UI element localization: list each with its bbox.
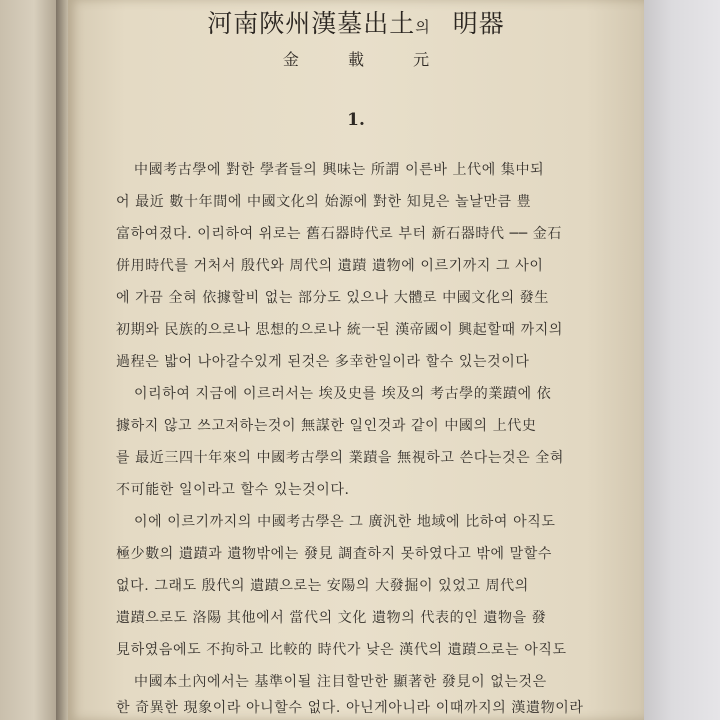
facing-page xyxy=(0,0,62,720)
text-line: 中國本土內에서는 基準이될 注目할만한 顯著한 發見이 없는것은 xyxy=(134,674,547,690)
text-line: 不可能한 일이라고 할수 있는것이다. xyxy=(116,482,350,498)
text-line: 없다. 그래도 殷代의 遺蹟으로는 安陽의 大發掘이 있었고 周代의 xyxy=(116,578,529,594)
text-line: 併用時代를 거처서 殷代와 周代의 遺蹟 遺物에 이르기까지 그 사이 xyxy=(116,258,544,274)
title-main: 河南陜州漢墓出土 xyxy=(207,9,416,38)
text-line: 中國考古學에 對한 學者들의 興味는 所謂 이른바 上代에 集中되 xyxy=(134,162,545,178)
text-line: 어 最近 數十年間에 中國文化의 始源에 對한 知見은 놀날만큼 豊 xyxy=(116,194,532,210)
section-number: 1. xyxy=(347,110,365,130)
title-particle: 의 xyxy=(415,18,431,36)
text-line: 據하지 않고 쓰고저하는것이 無謀한 일인것과 같이 中國의 上代史 xyxy=(116,418,537,434)
text-line: 初期와 民族的으로나 思想的으로나 統一된 漢帝國이 興起할때 까지의 xyxy=(116,322,564,338)
text-line: 過程은 밟어 나아갈수있게 된것은 多幸한일이라 할수 있는것이다 xyxy=(116,354,530,370)
text-line: 見하였음에도 不拘하고 比較的 時代가 낮은 漢代의 遺蹟으로는 아직도 xyxy=(116,642,567,658)
book-page xyxy=(68,0,644,720)
text-line: 이리하여 지금에 이르러서는 埃及史를 埃及의 考古學的業蹟에 依 xyxy=(134,386,552,402)
text-line: 를 最近三四十年來의 中國考古學의 業蹟을 無視하고 쓴다는것은 全혀 xyxy=(116,450,564,466)
text-line: 富하여졌다. 이리하여 위로는 舊石器時代로 부터 新石器時代 ── 金石 xyxy=(116,226,562,242)
text-line: 에 가끔 全혀 依據할비 없는 部分도 있으나 大體로 中國文化의 發生 xyxy=(116,290,549,306)
background-surface xyxy=(640,0,720,720)
author-name: 金 載 元 xyxy=(282,50,452,69)
text-line: 極少數의 遺蹟과 遺物밖에는 發見 調査하지 못하였다고 밖에 말할수 xyxy=(116,546,553,562)
text-line: 한 奇異한 現象이라 아니할수 없다. 아닌게아니라 이때까지의 漢遺物이라 xyxy=(116,700,584,716)
text-line: 이에 이르기까지의 中國考古學은 그 廣汎한 地域에 比하여 아직도 xyxy=(134,514,556,530)
text-line: 遺蹟으로도 洛陽 其他에서 當代의 文化 遺物의 代表的인 遺物을 發 xyxy=(116,610,547,626)
article-title xyxy=(68,4,644,40)
title-end: 明器 xyxy=(452,9,505,38)
